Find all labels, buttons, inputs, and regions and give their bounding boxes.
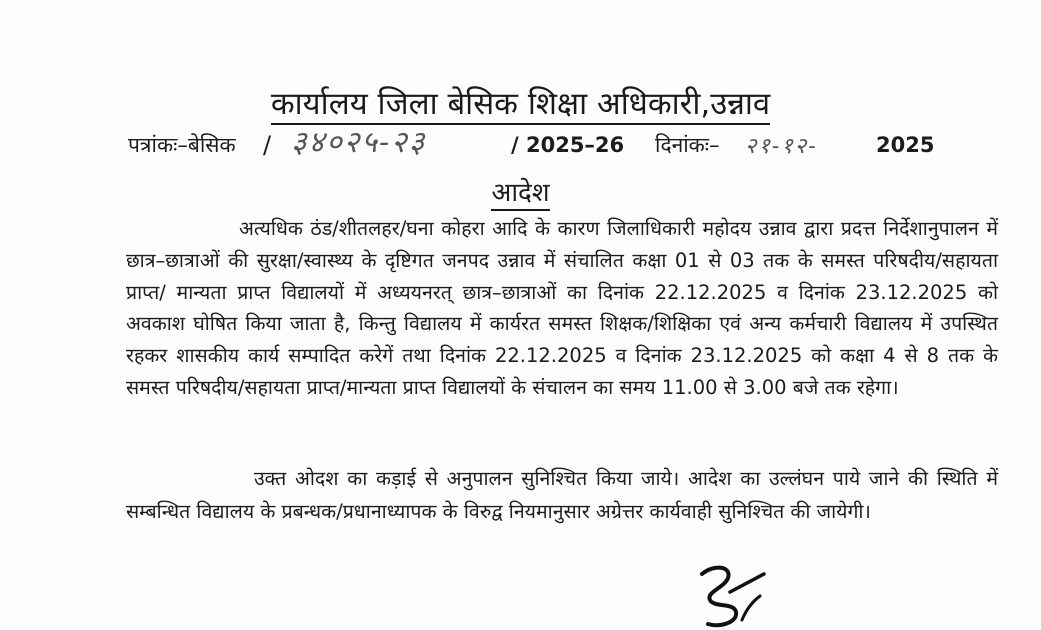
handwritten-letter-number: ३४०२५-२३ [291, 125, 427, 160]
order-title [0, 176, 1041, 210]
reference-slash: / [263, 131, 272, 159]
order-paragraph-2: उक्त ओदश का कड़ाई से अनुपालन सुनिश्चित किया जाये। आदेश का उल्लंघन पाये जाने की स्थिति में सम्बन्धित विद्यालय के प्रबन्धक/प्रधानाध्यापक के विरुद्व नियमानुसार अग्रेत्तर कार्यवाही सुनिश्चित की जायेगी। [126, 467, 998, 523]
order-title-text: आदेश [491, 178, 549, 211]
date-year: 2025 [876, 133, 935, 157]
patrank-label: पत्रांकः–बेसिक [128, 133, 236, 157]
handwritten-date: २१-१२- [745, 134, 818, 159]
office-title-text: कार्यालय जिला बेसिक शिक्षा अधिकारी,उन्नाव [271, 86, 770, 125]
dinank-label: दिनांकः– [655, 133, 720, 157]
reference-line [128, 125, 948, 162]
signature-icon [680, 562, 770, 630]
session-year: / 2025–26 [511, 133, 625, 157]
order-paragraph-1: अत्यधिक ठंड/शीतलहर/घना कोहरा आदि के कारण जिलाधिकारी महोदय उन्नाव द्वारा प्रदत्त निर्देशानुपालन में छात्र–छात्राओं की सुरक्षा/स्वास्थ्य के दृष्टिगत जनपद उन्नाव में संचालित कक्षा 01 से 03 तक के समस्त परिषदीय/सहायता प्राप्त/ मान्यता प्राप्त विद्यालयों में अध्ययनरत् छात्र–छात्राओं का दिनांक 22.12.2025 व दिनांक 23.12.2025 को अवकाश घोषित किया जाता है, किन्तु विद्यालय में कार्यरत समस्त शिक्षक/शिक्षिका एवं अन्य कर्मचारी विद्यालय में उपस्थित रहकर शासकीय कार्य सम्पादित करेगें तथा दिनांक 22.12.2025 व दिनांक 23.12.2025 को कक्षा 4 से 8 तक के समस्त परिषदीय/सहायता प्राप्त/मान्यता प्राप्त विद्यालयों के संचालन का समय 11.00 से 3.00 बजे तक रहेगा। [126, 217, 998, 399]
office-title [0, 84, 1041, 124]
